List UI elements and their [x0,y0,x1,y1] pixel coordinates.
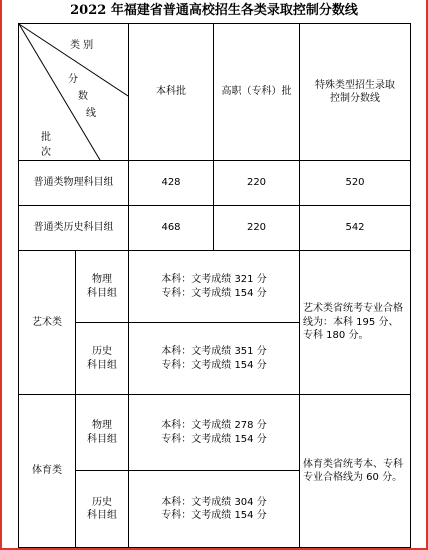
column-header-teshu-line-2: 控制分数线 [330,93,380,104]
art-history-name-line-2: 科目组 [87,359,117,371]
sport-physics-zhuanke-line: 专科：文考成绩 154 分 [161,433,267,445]
column-header-benke: 本科批 [156,86,186,98]
art-physics-name-line-2: 科目组 [87,287,117,299]
header-score-char-1: 分 [68,74,78,85]
art-category-label: 艺术类 [32,316,62,328]
header-batch-char-1: 批 [41,132,51,143]
header-batch-char-2: 次 [41,147,51,158]
sport-note: 体育类省统考本、专科专业合格线为 60 分。 [303,458,403,483]
row-physics-benke: 428 [161,177,181,189]
art-history-scores [129,323,299,394]
art-note: 艺术类省统考专业合格线为：本科 195 分、专科 180 分。 [303,303,403,342]
art-history-zhuanke-line: 专科：文考成绩 154 分 [161,359,267,371]
sport-history-name [76,471,128,547]
sport-history-zhuanke-line: 专科：文考成绩 154 分 [161,510,267,521]
art-history-benke-line: 本科：文考成绩 351 分 [161,346,267,357]
sport-history-name-line-1: 历史 [92,496,112,508]
sport-history-benke-line: 本科：文考成绩 304 分 [161,496,267,508]
row-history-gaozhi: 220 [246,222,267,234]
header-score-char-3: 线 [86,108,96,119]
row-history-label: 普通类历史科目组 [33,222,114,234]
header-category-label: 类 别 [70,40,94,51]
sport-physics-name [76,395,128,470]
art-physics-name-line-1: 物理 [92,274,112,285]
row-physics-teshu: 520 [345,177,365,189]
column-header-gaozhi: 高职（专科）批 [221,86,292,98]
sport-physics-name-line-2: 科目组 [87,433,117,445]
sport-category-label: 体育类 [32,465,62,477]
row-physics-gaozhi: 220 [246,177,267,189]
art-physics-name [76,251,128,322]
row-history-benke: 468 [161,222,181,234]
sport-physics-benke-line: 本科：文考成绩 278 分 [161,420,267,431]
header-score-char-2: 数 [78,91,88,102]
sport-physics-name-line-1: 物理 [92,420,112,431]
sport-history-scores [129,471,299,547]
sport-physics-scores [129,395,299,470]
column-header-teshu [300,24,410,160]
sport-history-name-line-2: 科目组 [87,510,117,521]
row-physics-label: 普通类物理科目组 [33,177,114,189]
art-history-name-line-1: 历史 [92,346,112,357]
page-title: 2022 年福建省普通高校招生各类录取控制分数线 [70,3,358,18]
art-history-name [76,323,128,394]
row-history-teshu: 542 [345,222,365,234]
art-physics-zhuanke-line: 专科：文考成绩 154 分 [161,287,267,299]
column-header-teshu-line-1: 特殊类型招生录取 [315,79,395,91]
art-physics-benke-line: 本科：文考成绩 321 分 [161,274,267,285]
art-physics-scores [129,251,299,322]
